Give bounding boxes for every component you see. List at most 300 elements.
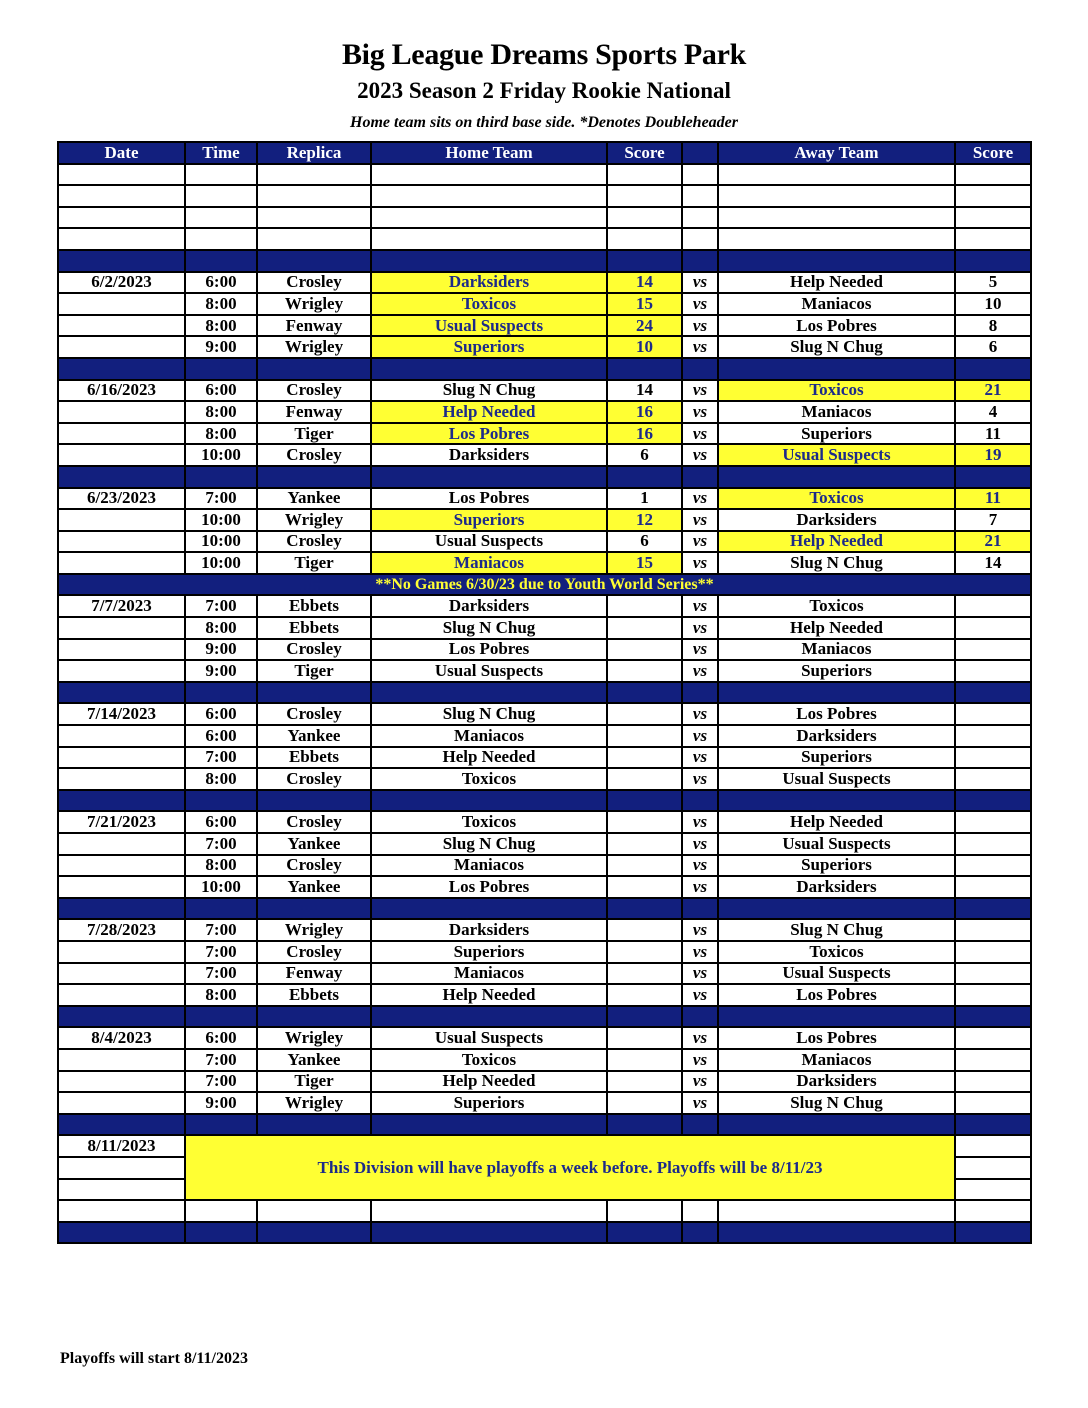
no-games-notice: **No Games 6/30/23 due to Youth World Series** — [58, 574, 1031, 596]
away-team: Help Needed — [718, 617, 955, 639]
game-date — [58, 401, 185, 423]
game-row — [58, 1027, 1031, 1049]
game-date — [58, 984, 185, 1006]
home-team: Maniacos — [371, 725, 607, 747]
home-score — [607, 876, 682, 898]
game-time: 7:00 — [185, 488, 257, 510]
vs-label: vs — [682, 1027, 718, 1049]
game-date — [58, 444, 185, 466]
home-score — [607, 855, 682, 877]
away-score: 21 — [955, 380, 1031, 402]
game-date — [58, 531, 185, 553]
home-team: Toxicos — [371, 768, 607, 790]
separator-cell — [185, 1222, 257, 1244]
game-field: Crosley — [257, 380, 371, 402]
game-field: Ebbets — [257, 595, 371, 617]
separator-cell — [607, 1114, 682, 1136]
home-score — [607, 919, 682, 941]
empty-cell — [607, 164, 682, 186]
separator-cell — [257, 1006, 371, 1028]
game-row — [58, 1071, 1031, 1093]
separator-cell — [185, 358, 257, 380]
game-date — [58, 833, 185, 855]
vs-label: vs — [682, 617, 718, 639]
separator-row — [58, 1006, 1031, 1028]
playoff-banner: This Division will have playoffs a week before. Playoffs will be 8/11/23 — [185, 1135, 955, 1200]
home-team: Maniacos — [371, 963, 607, 985]
empty-cell — [58, 1157, 185, 1179]
home-score — [607, 660, 682, 682]
game-time: 7:00 — [185, 1049, 257, 1071]
vs-label: vs — [682, 444, 718, 466]
separator-cell — [185, 682, 257, 704]
game-field: Ebbets — [257, 984, 371, 1006]
away-score: 14 — [955, 552, 1031, 574]
separator-cell — [718, 358, 955, 380]
empty-cell — [955, 207, 1031, 229]
separator-cell — [718, 1006, 955, 1028]
column-header-home-team: Home Team — [371, 142, 607, 164]
separator-cell — [58, 790, 185, 812]
away-score: 8 — [955, 315, 1031, 337]
separator-cell — [257, 1114, 371, 1136]
separator-cell — [185, 250, 257, 272]
game-time: 7:00 — [185, 747, 257, 769]
game-row — [58, 617, 1031, 639]
separator-row — [58, 1222, 1031, 1244]
home-team: Maniacos — [371, 855, 607, 877]
game-field: Fenway — [257, 401, 371, 423]
separator-cell — [257, 250, 371, 272]
empty-cell — [185, 164, 257, 186]
home-score: 6 — [607, 444, 682, 466]
empty-cell — [58, 185, 185, 207]
away-team: Maniacos — [718, 293, 955, 315]
vs-label: vs — [682, 336, 718, 358]
away-team: Los Pobres — [718, 703, 955, 725]
separator-cell — [371, 466, 607, 488]
away-team: Help Needed — [718, 272, 955, 294]
home-team: Darksiders — [371, 444, 607, 466]
home-score: 6 — [607, 531, 682, 553]
game-date — [58, 660, 185, 682]
playoff-row — [58, 1135, 1031, 1157]
game-field: Crosley — [257, 272, 371, 294]
separator-cell — [682, 1114, 718, 1136]
vs-label: vs — [682, 1071, 718, 1093]
separator-cell — [185, 898, 257, 920]
vs-label: vs — [682, 941, 718, 963]
home-score: 1 — [607, 488, 682, 510]
game-field: Yankee — [257, 1049, 371, 1071]
home-score: 14 — [607, 380, 682, 402]
home-score — [607, 984, 682, 1006]
empty-row — [58, 164, 1031, 186]
away-team: Darksiders — [718, 876, 955, 898]
game-time: 8:00 — [185, 401, 257, 423]
game-row — [58, 595, 1031, 617]
empty-row — [58, 207, 1031, 229]
game-time: 8:00 — [185, 617, 257, 639]
vs-label: vs — [682, 1049, 718, 1071]
empty-cell — [955, 1179, 1031, 1201]
game-field: Tiger — [257, 552, 371, 574]
game-time: 10:00 — [185, 444, 257, 466]
game-field: Tiger — [257, 660, 371, 682]
separator-cell — [185, 790, 257, 812]
separator-cell — [955, 790, 1031, 812]
vs-label: vs — [682, 595, 718, 617]
home-team: Help Needed — [371, 747, 607, 769]
separator-row — [58, 898, 1031, 920]
home-team: Los Pobres — [371, 488, 607, 510]
home-score — [607, 963, 682, 985]
away-team: Toxicos — [718, 941, 955, 963]
game-row — [58, 747, 1031, 769]
game-time: 9:00 — [185, 336, 257, 358]
separator-cell — [718, 682, 955, 704]
empty-cell — [58, 164, 185, 186]
away-score — [955, 617, 1031, 639]
game-date: 6/2/2023 — [58, 272, 185, 294]
game-field: Tiger — [257, 423, 371, 445]
game-field: Wrigley — [257, 293, 371, 315]
vs-label: vs — [682, 1092, 718, 1114]
away-score: 4 — [955, 401, 1031, 423]
separator-cell — [185, 466, 257, 488]
game-time: 6:00 — [185, 272, 257, 294]
separator-cell — [607, 466, 682, 488]
game-time: 7:00 — [185, 1071, 257, 1093]
separator-row — [58, 250, 1031, 272]
empty-cell — [257, 164, 371, 186]
game-time: 8:00 — [185, 984, 257, 1006]
away-team: Los Pobres — [718, 984, 955, 1006]
column-header-date: Date — [58, 142, 185, 164]
empty-cell — [718, 185, 955, 207]
home-score — [607, 768, 682, 790]
game-field: Crosley — [257, 531, 371, 553]
home-team: Superiors — [371, 941, 607, 963]
separator-cell — [58, 1222, 185, 1244]
game-row — [58, 703, 1031, 725]
empty-cell — [718, 228, 955, 250]
empty-cell — [955, 228, 1031, 250]
separator-cell — [607, 358, 682, 380]
game-field: Yankee — [257, 876, 371, 898]
home-team: Superiors — [371, 509, 607, 531]
home-team: Usual Suspects — [371, 315, 607, 337]
game-date: 6/23/2023 — [58, 488, 185, 510]
game-row — [58, 855, 1031, 877]
separator-cell — [718, 1114, 955, 1136]
column-header-away-score: Score — [955, 142, 1031, 164]
away-team: Toxicos — [718, 380, 955, 402]
vs-label: vs — [682, 703, 718, 725]
game-time: 10:00 — [185, 531, 257, 553]
home-team: Help Needed — [371, 984, 607, 1006]
game-field: Fenway — [257, 315, 371, 337]
separator-cell — [257, 358, 371, 380]
separator-cell — [682, 682, 718, 704]
home-score — [607, 1071, 682, 1093]
game-row — [58, 444, 1031, 466]
away-score — [955, 963, 1031, 985]
game-time: 7:00 — [185, 833, 257, 855]
game-date: 7/7/2023 — [58, 595, 185, 617]
empty-cell — [371, 1200, 607, 1222]
game-field: Crosley — [257, 941, 371, 963]
game-row — [58, 725, 1031, 747]
game-field: Yankee — [257, 833, 371, 855]
game-time: 7:00 — [185, 919, 257, 941]
empty-cell — [185, 1200, 257, 1222]
away-score: 5 — [955, 272, 1031, 294]
home-team: Maniacos — [371, 552, 607, 574]
game-date — [58, 876, 185, 898]
game-row — [58, 768, 1031, 790]
vs-label: vs — [682, 380, 718, 402]
empty-cell — [607, 185, 682, 207]
empty-cell — [682, 1200, 718, 1222]
home-score: 16 — [607, 401, 682, 423]
game-row — [58, 941, 1031, 963]
game-time: 7:00 — [185, 941, 257, 963]
separator-row — [58, 682, 1031, 704]
game-date — [58, 336, 185, 358]
empty-cell — [955, 185, 1031, 207]
vs-label: vs — [682, 747, 718, 769]
away-score — [955, 1092, 1031, 1114]
separator-cell — [955, 250, 1031, 272]
game-row — [58, 509, 1031, 531]
game-field: Fenway — [257, 963, 371, 985]
away-team: Help Needed — [718, 531, 955, 553]
separator-row — [58, 466, 1031, 488]
separator-cell — [682, 1006, 718, 1028]
empty-row — [58, 228, 1031, 250]
separator-cell — [607, 250, 682, 272]
home-team: Toxicos — [371, 293, 607, 315]
game-time: 10:00 — [185, 876, 257, 898]
game-field: Wrigley — [257, 336, 371, 358]
away-score: 7 — [955, 509, 1031, 531]
empty-cell — [257, 228, 371, 250]
game-date — [58, 423, 185, 445]
game-date — [58, 747, 185, 769]
empty-cell — [955, 1157, 1031, 1179]
game-row — [58, 660, 1031, 682]
separator-cell — [371, 898, 607, 920]
separator-cell — [371, 790, 607, 812]
separator-cell — [955, 1006, 1031, 1028]
game-time: 8:00 — [185, 293, 257, 315]
separator-cell — [58, 250, 185, 272]
game-row — [58, 984, 1031, 1006]
home-score — [607, 595, 682, 617]
vs-label: vs — [682, 488, 718, 510]
empty-row — [58, 1200, 1031, 1222]
away-score — [955, 595, 1031, 617]
empty-cell — [371, 228, 607, 250]
home-score: 15 — [607, 293, 682, 315]
game-time: 6:00 — [185, 703, 257, 725]
vs-label: vs — [682, 833, 718, 855]
game-row — [58, 1092, 1031, 1114]
separator-row — [58, 1114, 1031, 1136]
page-title: Big League Dreams Sports Park — [341, 38, 747, 71]
empty-cell — [58, 228, 185, 250]
home-team: Superiors — [371, 336, 607, 358]
game-row — [58, 876, 1031, 898]
away-team: Superiors — [718, 660, 955, 682]
vs-label: vs — [682, 919, 718, 941]
empty-cell — [682, 228, 718, 250]
game-field: Wrigley — [257, 1092, 371, 1114]
home-team: Usual Suspects — [371, 531, 607, 553]
home-team: Superiors — [371, 1092, 607, 1114]
separator-cell — [607, 682, 682, 704]
separator-cell — [955, 358, 1031, 380]
home-team: Toxicos — [371, 811, 607, 833]
game-field: Tiger — [257, 1071, 371, 1093]
away-score: 19 — [955, 444, 1031, 466]
away-score — [955, 639, 1031, 661]
game-field: Ebbets — [257, 617, 371, 639]
game-field: Ebbets — [257, 747, 371, 769]
empty-cell — [718, 1200, 955, 1222]
away-team: Help Needed — [718, 811, 955, 833]
away-team: Usual Suspects — [718, 833, 955, 855]
game-field: Crosley — [257, 703, 371, 725]
away-team: Superiors — [718, 855, 955, 877]
away-score — [955, 876, 1031, 898]
playoffs-footer-note: Playoffs will start 8/11/2023 — [60, 1350, 248, 1367]
game-field: Crosley — [257, 811, 371, 833]
away-team: Usual Suspects — [718, 768, 955, 790]
separator-cell — [58, 466, 185, 488]
separator-cell — [955, 1222, 1031, 1244]
game-row — [58, 380, 1031, 402]
game-field: Wrigley — [257, 509, 371, 531]
away-score: 10 — [955, 293, 1031, 315]
separator-cell — [607, 1006, 682, 1028]
empty-cell — [257, 1200, 371, 1222]
game-date — [58, 941, 185, 963]
game-date — [58, 855, 185, 877]
column-header-home-score: Score — [607, 142, 682, 164]
home-team: Usual Suspects — [371, 660, 607, 682]
away-score — [955, 703, 1031, 725]
home-score: 10 — [607, 336, 682, 358]
game-field: Crosley — [257, 639, 371, 661]
game-time: 6:00 — [185, 380, 257, 402]
away-team: Slug N Chug — [718, 552, 955, 574]
game-row — [58, 639, 1031, 661]
away-team: Slug N Chug — [718, 919, 955, 941]
playoff-date: 8/11/2023 — [58, 1135, 185, 1157]
column-header-time: Time — [185, 142, 257, 164]
away-team: Slug N Chug — [718, 1092, 955, 1114]
home-team: Slug N Chug — [371, 833, 607, 855]
away-team: Toxicos — [718, 488, 955, 510]
game-row — [58, 963, 1031, 985]
vs-label: vs — [682, 963, 718, 985]
away-team: Los Pobres — [718, 1027, 955, 1049]
separator-cell — [955, 682, 1031, 704]
home-team: Darksiders — [371, 272, 607, 294]
home-team: Los Pobres — [371, 639, 607, 661]
away-score: 21 — [955, 531, 1031, 553]
empty-cell — [682, 185, 718, 207]
away-team: Darksiders — [718, 725, 955, 747]
away-team: Darksiders — [718, 509, 955, 531]
separator-cell — [955, 1114, 1031, 1136]
empty-cell — [718, 207, 955, 229]
separator-cell — [371, 1006, 607, 1028]
away-score — [955, 1027, 1031, 1049]
away-score — [955, 768, 1031, 790]
empty-cell — [682, 207, 718, 229]
home-score — [607, 1049, 682, 1071]
game-time: 8:00 — [185, 768, 257, 790]
away-score — [955, 811, 1031, 833]
separator-cell — [371, 250, 607, 272]
home-team: Toxicos — [371, 1049, 607, 1071]
home-score — [607, 811, 682, 833]
away-team: Superiors — [718, 747, 955, 769]
game-date — [58, 963, 185, 985]
home-score — [607, 941, 682, 963]
game-row — [58, 293, 1031, 315]
away-team: Los Pobres — [718, 315, 955, 337]
vs-label: vs — [682, 272, 718, 294]
game-time: 8:00 — [185, 423, 257, 445]
vs-label: vs — [682, 639, 718, 661]
away-team: Slug N Chug — [718, 336, 955, 358]
separator-cell — [58, 1006, 185, 1028]
game-time: 6:00 — [185, 725, 257, 747]
game-date — [58, 1049, 185, 1071]
column-header-vs — [682, 142, 718, 164]
game-field: Crosley — [257, 768, 371, 790]
empty-cell — [257, 185, 371, 207]
empty-cell — [718, 164, 955, 186]
home-score: 14 — [607, 272, 682, 294]
vs-label: vs — [682, 660, 718, 682]
home-score — [607, 703, 682, 725]
game-date — [58, 552, 185, 574]
away-score — [955, 833, 1031, 855]
separator-cell — [371, 1222, 607, 1244]
game-time: 6:00 — [185, 1027, 257, 1049]
separator-cell — [257, 682, 371, 704]
home-score: 16 — [607, 423, 682, 445]
game-date — [58, 768, 185, 790]
home-team: Darksiders — [371, 919, 607, 941]
game-date — [58, 1092, 185, 1114]
game-row — [58, 272, 1031, 294]
game-date — [58, 725, 185, 747]
game-time: 7:00 — [185, 595, 257, 617]
separator-cell — [58, 1114, 185, 1136]
separator-cell — [58, 682, 185, 704]
separator-cell — [718, 1222, 955, 1244]
game-date — [58, 293, 185, 315]
home-score — [607, 1092, 682, 1114]
separator-cell — [371, 1114, 607, 1136]
separator-cell — [955, 898, 1031, 920]
